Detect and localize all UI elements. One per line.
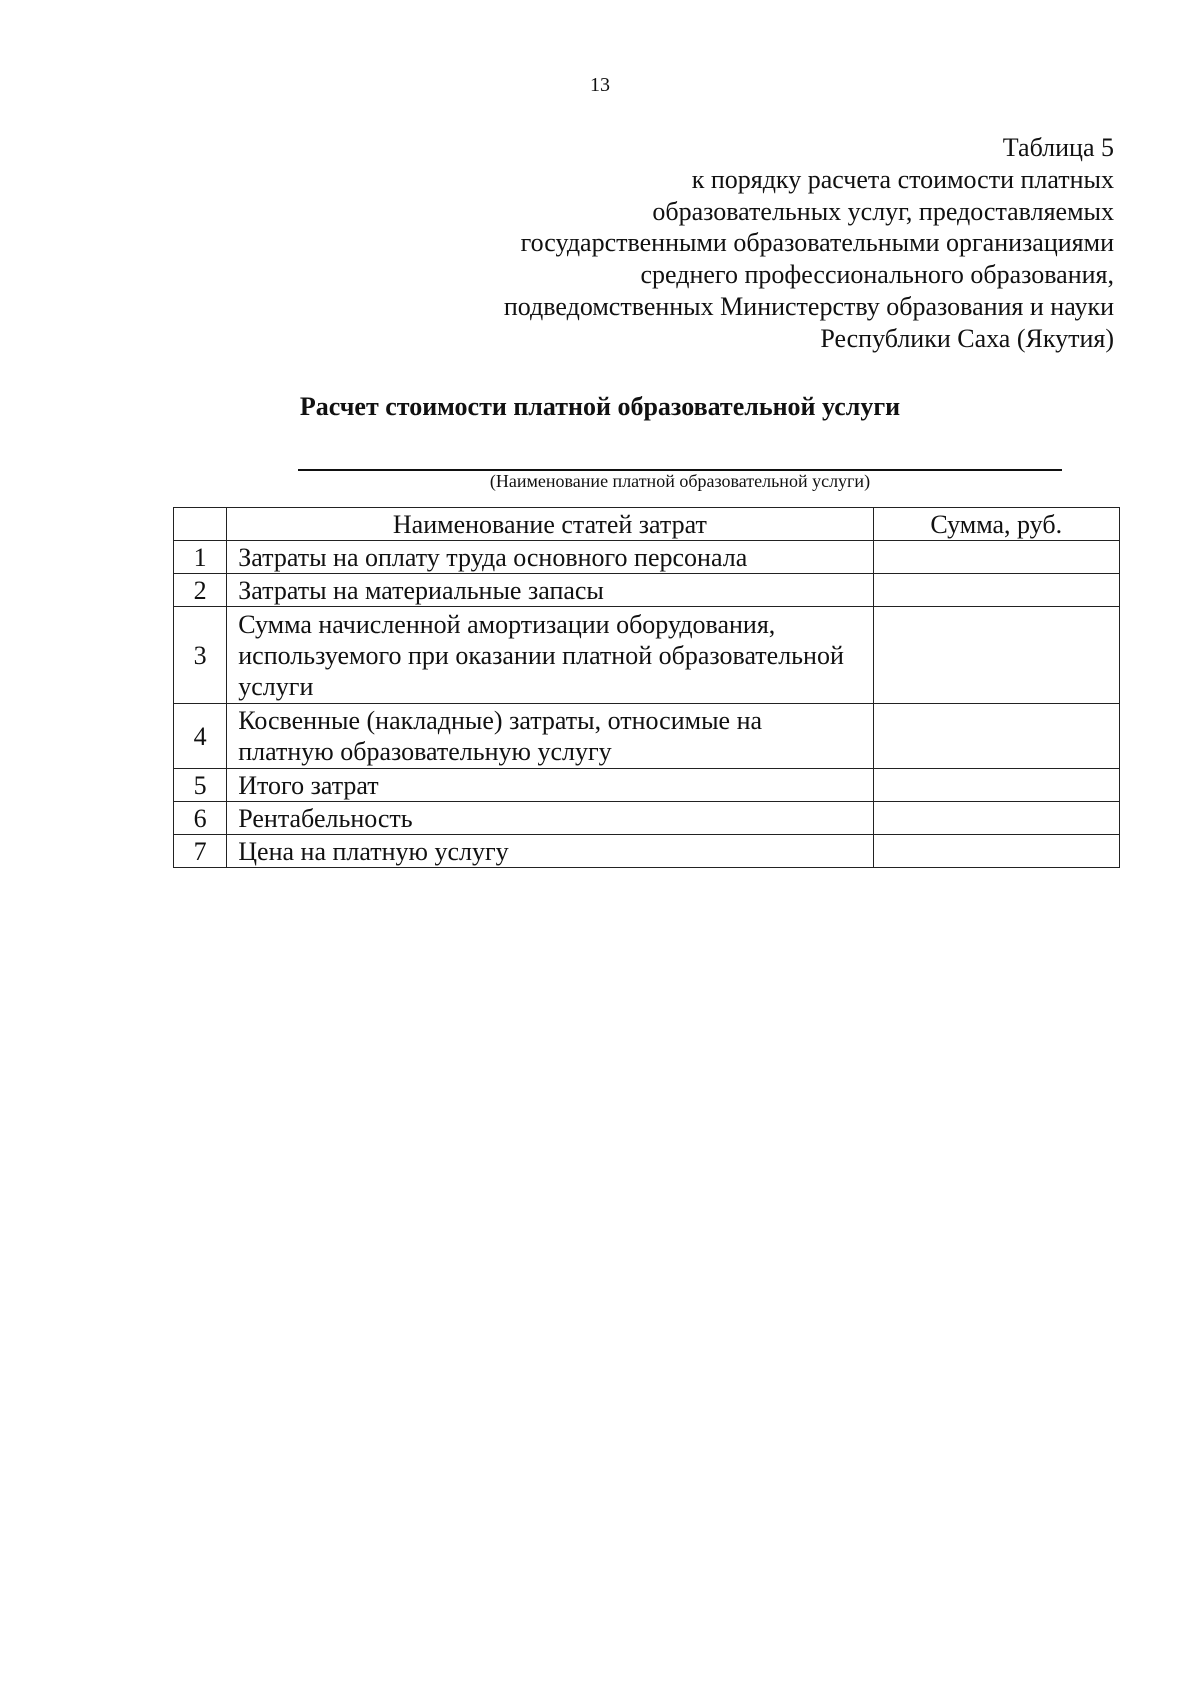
row-sum <box>873 835 1120 868</box>
row-number: 6 <box>174 802 227 835</box>
table-row <box>174 802 1120 835</box>
service-name-caption: (Наименование платной образовательной услуги) <box>489 471 871 491</box>
row-cost-item: Цена на платную услугу <box>227 835 873 868</box>
table-row <box>174 607 1120 704</box>
row-number: 5 <box>174 769 227 802</box>
table-row <box>174 704 1120 769</box>
table-row <box>174 835 1120 868</box>
header-num <box>174 508 227 541</box>
row-number: 7 <box>174 835 227 868</box>
row-cost-item: Итого затрат <box>227 769 873 802</box>
appendix-header <box>504 132 1114 355</box>
header-cost-items: Наименование статей затрат <box>227 508 873 541</box>
appendix-line: Таблица 5 <box>1002 133 1114 162</box>
row-cost-item: Косвенные (накладные) затраты, относимые на платную образовательную услугу <box>227 704 873 769</box>
row-cost-item: Рентабельность <box>227 802 873 835</box>
appendix-line: среднего профессионального образования, <box>640 260 1114 290</box>
table-row <box>174 541 1120 574</box>
table-header-row <box>174 508 1120 541</box>
appendix-line: образовательных услуг, предоставляемых <box>652 196 1114 226</box>
row-sum <box>873 704 1120 769</box>
row-number: 3 <box>174 607 227 704</box>
row-cost-item: Затраты на оплату труда основного персонала <box>227 541 873 574</box>
appendix-line: подведомственных Министерству образования и науки <box>503 291 1114 321</box>
row-sum <box>873 769 1120 802</box>
row-sum <box>873 541 1120 574</box>
appendix-line: к порядку расчета стоимости платных <box>691 164 1114 194</box>
row-sum <box>873 607 1120 704</box>
appendix-line: Республики Саха (Якутия) <box>820 323 1114 353</box>
header-sum: Сумма, руб. <box>873 508 1120 541</box>
row-cost-item: Сумма начисленной амортизации оборудования, используемого при оказании платной образовательной услуги <box>227 607 873 704</box>
row-sum <box>873 574 1120 607</box>
row-sum <box>873 802 1120 835</box>
row-number: 4 <box>174 704 227 769</box>
document-title: Расчет стоимости платной образовательной услуги <box>299 392 901 421</box>
table-row <box>174 769 1120 802</box>
appendix-line: государственными образовательными организациями <box>520 228 1114 258</box>
page-number: 13 <box>590 74 610 96</box>
cost-table <box>173 507 1120 868</box>
row-number: 2 <box>174 574 227 607</box>
table-row <box>174 574 1120 607</box>
row-number: 1 <box>174 541 227 574</box>
row-cost-item: Затраты на материальные запасы <box>227 574 873 607</box>
